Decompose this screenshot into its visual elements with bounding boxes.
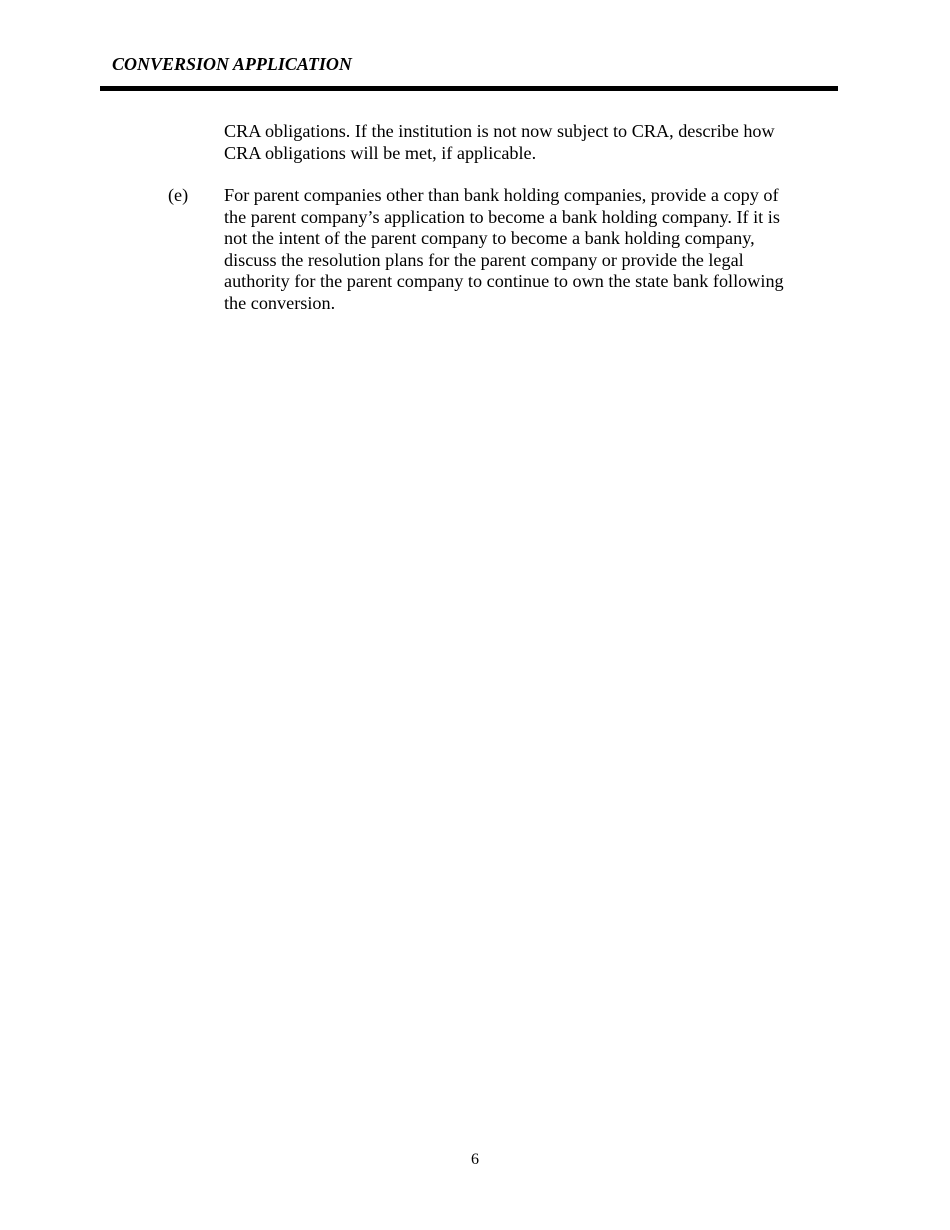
list-item-marker: (e)	[168, 185, 189, 205]
page-header-title: CONVERSION APPLICATION	[112, 54, 352, 74]
paragraph-line: not the intent of the parent company to become a bank holding company,	[224, 228, 755, 249]
page-number: 6	[471, 1151, 479, 1168]
paragraph-line: For parent companies other than bank holding companies, provide a copy of	[224, 185, 779, 205]
paragraph-line: the parent company’s application to become a bank holding company. If it is	[224, 206, 780, 227]
list-item-text	[224, 185, 784, 315]
paragraph-line: CRA obligations. If the institution is not now subject to CRA, describe how	[224, 121, 775, 141]
paragraph-line: CRA obligations will be met, if applicable.	[224, 142, 537, 163]
paragraph-line: discuss the resolution plans for the parent company or provide the legal	[224, 249, 744, 270]
continuation-paragraph	[224, 121, 775, 164]
paragraph-line: authority for the parent company to continue to own the state bank following	[224, 271, 784, 292]
header-rule	[100, 86, 838, 91]
paragraph-line: the conversion.	[224, 292, 336, 313]
